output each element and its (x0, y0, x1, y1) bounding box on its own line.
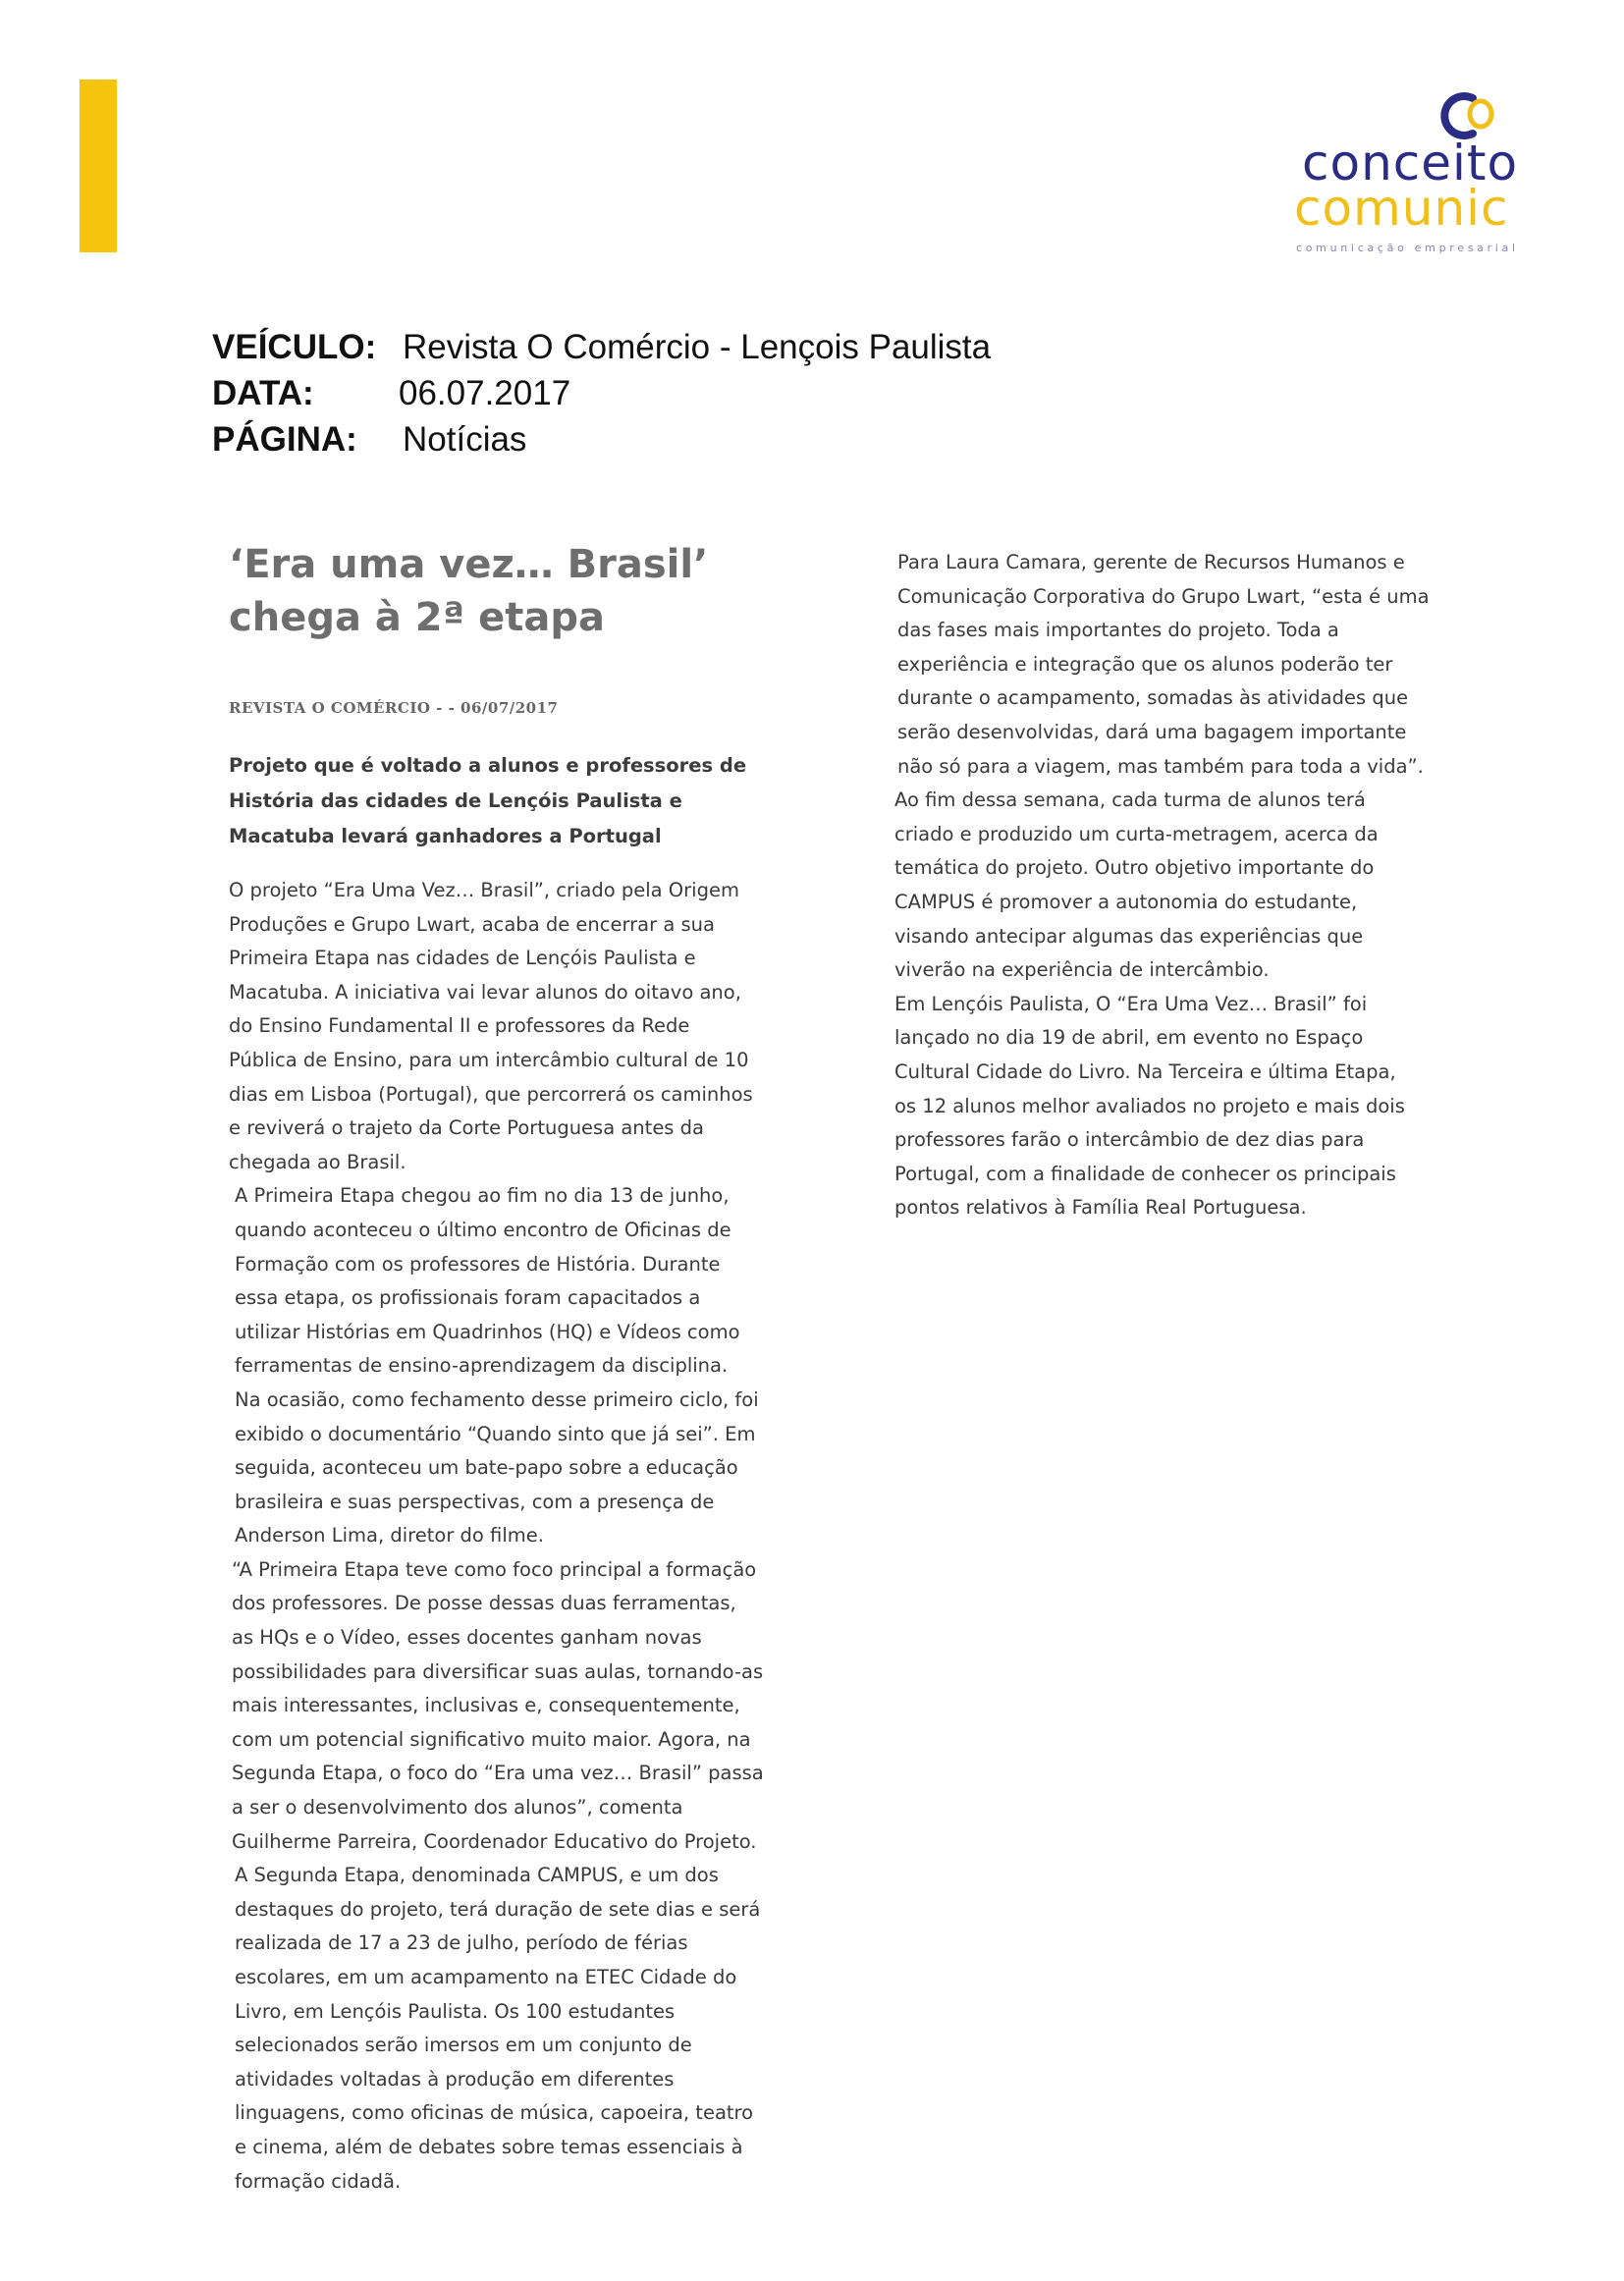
body-line: as HQs e o Vídeo, esses docentes ganham novas (232, 1626, 702, 1650)
body-line: Anderson Lima, diretor do filme. (235, 1524, 544, 1548)
body-line: a ser o desenvolvimento dos alunos”, comenta (232, 1796, 683, 1819)
body-line: Ao fim dessa semana, cada turma de alunos terá (894, 788, 1366, 812)
body-line: essa etapa, os profissionais foram capacitados a (235, 1286, 701, 1310)
body-line: visando antecipar algumas das experiências que (894, 924, 1364, 948)
date-label: DATA: (212, 374, 314, 412)
vehicle-label: VEÍCULO: (212, 328, 377, 366)
article-body-right (894, 546, 1444, 1225)
lead-line: História das cidades de Lençóis Paulista e (229, 789, 682, 812)
body-line: Para Laura Camara, gerente de Recursos Humanos e (897, 551, 1405, 573)
body-line: criado e produzido um curta-metragem, acerca da (894, 822, 1379, 845)
body-line: lançado no dia 19 de abril, em evento no Espaço (894, 1026, 1364, 1050)
body-line: mais interessantes, inclusivas e, consequentemente, (232, 1694, 740, 1717)
lead-line: Macatuba levará ganhadores a Portugal (229, 825, 662, 847)
body-line: formação cidadã. (235, 2169, 402, 2193)
body-line: Macatuba. A iniciativa vai levar alunos do oitavo ano, (229, 980, 741, 1004)
article-lead (229, 748, 779, 854)
body-line: das fases mais importantes do projeto. Toda a (897, 619, 1339, 642)
headline-line: chega à 2ª etapa (229, 595, 605, 640)
body-line: A Primeira Etapa chegou ao fim no dia 13 de junho, (235, 1184, 730, 1208)
body-line: linguagens, como oficinas de música, capoeira, teatro (235, 2101, 754, 2125)
body-line: “A Primeira Etapa teve como foco principal a formação (232, 1557, 757, 1581)
body-line: Livro, em Lençóis Paulista. Os 100 estudantes (235, 1999, 676, 2023)
lead-line: Projeto que é voltado a alunos e professores de (229, 754, 747, 777)
body-line: O projeto “Era Uma Vez… Brasil”, criado pela Origem (229, 879, 739, 901)
company-logo (1276, 77, 1571, 263)
body-line: dos professores. De posse dessas duas ferramentas, (232, 1592, 736, 1615)
body-line: Cultural Cidade do Livro. Na Terceira e última Etapa, (894, 1059, 1396, 1083)
body-line: com um potencial significativo muito maior. Agora, na (232, 1727, 751, 1751)
body-line: os 12 alunos melhor avaliados no projeto e mais dois (894, 1094, 1405, 1117)
article-source: REVISTA O COMÉRCIO - - 06/07/2017 (229, 699, 559, 717)
body-line: Na ocasião, como fechamento desse primeiro ciclo, foi (235, 1387, 759, 1411)
body-line: e cinema, além de debates sobre temas essenciais à (235, 2135, 743, 2158)
body-line: dias em Lisboa (Portugal), que percorrerá os caminhos (229, 1082, 753, 1106)
accent-bar (80, 80, 117, 252)
body-line: do Ensino Fundamental II e professores da Rede (229, 1014, 690, 1038)
body-line: escolares, em um acampamento na ETEC Cidade do (235, 1966, 737, 1988)
date-value: 06.07.2017 (399, 374, 571, 412)
body-line: chegada ao Brasil. (229, 1150, 406, 1173)
page-value: Notícias (403, 420, 527, 459)
body-line: experiência e integração que os alunos poderão ter (897, 652, 1393, 676)
body-line: Primeira Etapa nas cidades de Lençóis Paulista e (229, 947, 696, 970)
body-line: CAMPUS é promover a autonomia do estudante, (894, 890, 1358, 913)
vehicle-value: Revista O Comércio - Lençois Paulista (403, 328, 992, 366)
body-line: temática do projeto. Outro objetivo importante do (894, 856, 1375, 880)
logo-tagline: comunicação empresarial (1296, 242, 1519, 254)
article-headline (229, 538, 779, 644)
body-line: brasileira e suas perspectivas, com a presença de (235, 1490, 715, 1513)
body-line: Guilherme Parreira, Coordenador Educativo do Projeto. (232, 1829, 757, 1853)
logo-word-conceito: conceito (1302, 135, 1519, 191)
body-line: Produções e Grupo Lwart, acaba de encerrar a sua (229, 912, 715, 936)
body-line: destaques do projeto, terá duração de sete dias e será (235, 1897, 761, 1921)
body-line: exibido o documentário “Quando sinto que já sei”. Em (235, 1422, 756, 1445)
body-line: e reviverá o trajeto da Corte Portuguesa antes da (229, 1116, 704, 1140)
body-line: durante o acampamento, somadas às atividades que (897, 686, 1409, 710)
body-line: realizada de 17 a 23 de julho, período de férias (235, 1931, 688, 1955)
body-line: Pública de Ensino, para um intercâmbio cultural de 10 (229, 1048, 749, 1071)
body-line: Portugal, com a finalidade de conhecer os principais (894, 1162, 1396, 1185)
body-line: professores farão o intercâmbio de dez dias para (894, 1128, 1365, 1152)
body-line: selecionados serão imersos em um conjunto de (235, 2034, 692, 2057)
body-line: ferramentas de ensino-aprendizagem da disciplina. (235, 1354, 729, 1378)
body-line: viverão na experiência de intercâmbio. (894, 958, 1270, 982)
body-line: utilizar Histórias em Quadrinhos (HQ) e Vídeos como (235, 1320, 740, 1343)
body-line: quando aconteceu o último encontro de Oficinas de (235, 1218, 731, 1241)
body-line: A Segunda Etapa, denominada CAMPUS, e um dos (235, 1864, 719, 1887)
headline-line: ‘Era uma vez… Brasil’ (229, 542, 709, 587)
body-line: atividades voltadas à produção em diferentes (235, 2067, 675, 2091)
body-line: possibilidades para diversificar suas aulas, tornando-as (232, 1659, 764, 1683)
body-line: não só para a viagem, mas também para toda a vida”. (897, 754, 1424, 778)
article-body-left (229, 874, 788, 2199)
body-line: serão desenvolvidas, dará uma bagagem importante (897, 720, 1407, 743)
body-line: Comunicação Corporativa do Grupo Lwart, “esta é uma (897, 584, 1430, 608)
body-line: Segunda Etapa, o foco do “Era uma vez… Brasil” passa (232, 1762, 764, 1785)
body-line: pontos relativos à Família Real Portuguesa. (894, 1196, 1307, 1220)
page-label: PÁGINA: (212, 420, 357, 459)
body-line: Em Lençóis Paulista, O “Era Uma Vez… Brasil” foi (894, 992, 1368, 1015)
body-line: seguida, aconteceu um bate-papo sobre a educação (235, 1456, 738, 1480)
logo-word-comunic: comunic (1294, 180, 1509, 237)
body-line: Formação com os professores de História. Durante (235, 1252, 721, 1276)
